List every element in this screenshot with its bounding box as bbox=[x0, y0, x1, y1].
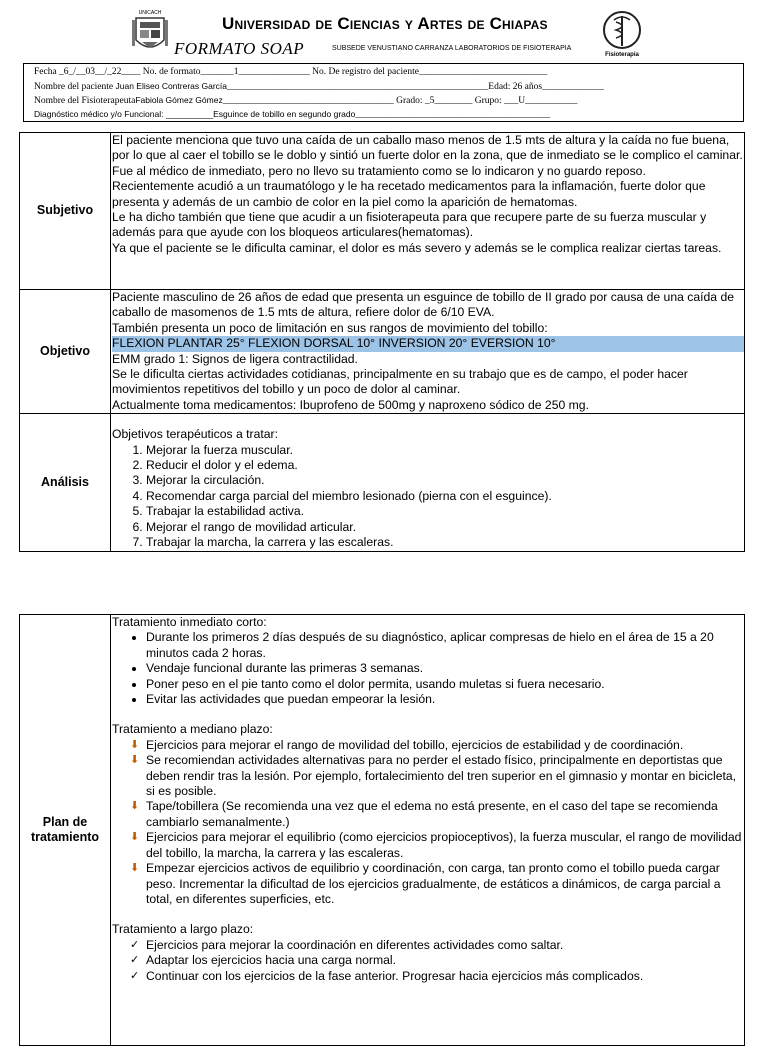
list-item: ⬇ Tape/tobillera (Se recomienda una vez que el edema no está presente, en el caso del tape se recomienda cambiarlo semanalmente.) bbox=[130, 799, 718, 829]
check-icon: ✓ bbox=[130, 938, 140, 951]
objetivo-p5: Actualmente toma medicamentos: Ibuprofeno de 500mg y naproxeno sódico de 250 mg. bbox=[112, 397, 589, 412]
list-item: 3. Mejorar la circulación. bbox=[146, 473, 743, 488]
physiotherapy-logo bbox=[600, 8, 644, 58]
arrow-bullet-icon: ⬇ bbox=[130, 800, 140, 813]
arrow-bullet-icon: ⬇ bbox=[130, 754, 140, 767]
grade-group: Grado: _5________ Grupo: ___U___________ bbox=[396, 96, 578, 106]
row-objetivo bbox=[20, 290, 745, 414]
plan-label-line2: tratamiento bbox=[30, 830, 100, 844]
header-subtitle: SUBSEDE VENUSTIANO CARRANZA LABORATORIOS DE FISIOTERAPIA bbox=[332, 45, 572, 52]
list-item: • Vendaje funcional durante las primeras 3 semanas. bbox=[146, 661, 743, 676]
university-name: Universidad de Ciencias y Artes de Chiapas bbox=[222, 14, 548, 33]
physio-fill: ____________________________________ bbox=[222, 96, 394, 106]
objetivo-p2: También presenta un poco de limitación en sus rangos de movimiento del tobillo: bbox=[112, 320, 548, 335]
arrow-bullet-icon: ⬇ bbox=[130, 862, 140, 875]
soap-table bbox=[19, 132, 745, 552]
diagnosis-label: Diagnóstico médico y/o Funcional: __________ bbox=[34, 109, 214, 119]
list-item: 1. Mejorar la fuerza muscular. bbox=[146, 443, 743, 458]
list-item: • Poner peso en el pie tanto como el dolor permita, usando muletas si fuera necesario. bbox=[146, 677, 743, 692]
long-term-title: Tratamiento a largo plazo: bbox=[112, 922, 254, 937]
info-patient-line bbox=[34, 81, 604, 92]
plan-label-line1: Plan de bbox=[42, 814, 88, 829]
subjetivo-p4: Ya que el paciente se le dificulta caminar, el dolor es más severo y además se le complica realizar ciertas tareas. bbox=[112, 240, 722, 255]
form-title: FORMATO SOAP bbox=[174, 39, 305, 58]
list-item: ✓ Adaptar los ejercicios hacia una carga normal. bbox=[130, 953, 396, 968]
arrow-bullet-icon: ⬇ bbox=[130, 738, 140, 751]
objetivo-p3: EMM grado 1: Signos de ligera contractilidad. bbox=[112, 351, 358, 366]
analisis-list bbox=[112, 443, 743, 551]
subjetivo-label: Subjetivo bbox=[20, 133, 111, 290]
rom-highlight: FLEXION PLANTAR 25° FLEXION DORSAL 10° INVERSION 20° EVERSION 10° bbox=[112, 336, 744, 351]
list-item: 2. Reducir el dolor y el edema. bbox=[146, 458, 743, 473]
list-item: 7. Trabajar la marcha, la carrera y las escaleras. bbox=[146, 535, 743, 550]
patient-info-box bbox=[23, 63, 744, 122]
list-item: ⬇ Ejercicios para mejorar el equilibrio (como ejercicios propioceptivos), la fuerza muscular, el rango de movilidad del tobillo, la marcha, la carrera y las escaleras. bbox=[130, 830, 742, 860]
short-term-list bbox=[112, 630, 743, 707]
objetivo-label: Objetivo bbox=[20, 290, 111, 414]
objetivo-p1: Paciente masculino de 26 años de edad que presenta un esguince de tobillo de II grado por causa de una caída de caballo de masomenos de 1.5 mts de altura, refiere dolor de 6/10 EVA. bbox=[112, 290, 735, 320]
patient-name: Juan Eliseo Contreras García bbox=[115, 81, 228, 91]
subjetivo-p3: Le ha dicho también que tiene que acudir a un fisioterapeuta para que recupere parte de su fuerza muscular y además para que ayude con los bloqueos articulares(hematomas). bbox=[112, 210, 707, 240]
analisis-intro: Objetivos terapéuticos a tratar: bbox=[112, 427, 278, 442]
list-item: ✓ Ejercicios para mejorar la coordinación en diferentes actividades como saltar. bbox=[130, 937, 564, 952]
diagnosis-value: Esguince de tobillo en segundo grado bbox=[213, 109, 356, 119]
long-term-list bbox=[112, 938, 743, 984]
short-term-title: Tratamiento inmediato corto: bbox=[112, 615, 267, 629]
patient-fill: _______________________________________________________ bbox=[227, 82, 489, 92]
list-item: ⬇ Ejercicios para mejorar el rango de movilidad del tobillo, ejercicios de estabilidad y de coordinación. bbox=[130, 737, 684, 752]
info-date-line: Fecha _6_/__03__/_22____ No. de formato_______1_______________ No. De registro del paciente___________________________ bbox=[34, 67, 548, 77]
info-diagnosis-line bbox=[34, 109, 550, 120]
list-item: • Durante los primeros 2 días después de su diagnóstico, aplicar compresas de hielo en el área de 15 a 20 minutos cada 2 horas. bbox=[146, 630, 743, 661]
patient-age: Edad: 26 años_____________ bbox=[488, 82, 604, 92]
page-header bbox=[0, 0, 768, 62]
row-analisis bbox=[20, 414, 745, 551]
list-item: • Evitar las actividades que puedan empeorar la lesión. bbox=[146, 692, 743, 707]
row-subjetivo bbox=[20, 133, 745, 290]
university-logo bbox=[128, 8, 172, 58]
physio-name: Fabiola Gómez Gómez bbox=[135, 95, 223, 105]
subjetivo-content bbox=[111, 133, 745, 290]
analisis-label: Análisis bbox=[20, 414, 111, 551]
subjetivo-p2: Recientemente acudió a un traumatólogo y le ha recetado medicamentos para la inflamación, fuerte dolor que presenta y además de un cambio de color en la piel como la aparición de hematomas. bbox=[112, 179, 706, 209]
list-item: 4. Recomendar carga parcial del miembro lesionado (pierna con el esguince). bbox=[146, 489, 743, 504]
plan-table bbox=[19, 614, 745, 1046]
list-item: ⬇ Empezar ejercicios activos de equilibrio y coordinación, con carga, tan pronto como el tobillo pueda cargar peso. Incrementar la dificultad de los ejercicios gradualmente, de estáticos a dinámicos, de carga parcial a total, en diferentes superficies, etc. bbox=[130, 861, 721, 906]
diagnosis-fill: _________________________________________ bbox=[355, 110, 551, 120]
objetivo-p4: Se le dificulta ciertas actividades cotidianas, principalmente en su trabajo que es de campo, el poder hacer movimientos repetitivos del tobillo y un poco de dolor al caminar. bbox=[112, 367, 688, 397]
list-item: ⬇ Se recomiendan actividades alternativas para no perder el estado físico, principalmente en deportistas que deben rendir tras la lesión. Por ejemplo, fortalecimiento del tren superior en el gimnasio y montar en bicicleta, si es posible. bbox=[130, 753, 737, 799]
check-icon: ✓ bbox=[130, 954, 140, 967]
check-icon: ✓ bbox=[130, 969, 140, 982]
medium-term-title: Tratamiento a mediano plazo: bbox=[112, 722, 273, 737]
arrow-bullet-icon: ⬇ bbox=[130, 831, 140, 844]
logo-left-text: UNICACH bbox=[138, 10, 162, 16]
info-physio-line bbox=[34, 95, 577, 106]
logo-right-text: Fisioterapia bbox=[605, 52, 639, 58]
list-item: 6. Mejorar el rango de movilidad articular. bbox=[146, 520, 743, 535]
analisis-content bbox=[111, 414, 745, 551]
plan-label bbox=[20, 615, 111, 1046]
objetivo-content bbox=[111, 290, 745, 414]
physio-label: Nombre del Fisioterapeuta bbox=[34, 96, 136, 106]
subjetivo-p1: El paciente menciona que tuvo una caída de un caballo maso menos de 1.5 mts de altura y la caída no fue buena, por lo que al caer el tobillo se le doblo y sintió un fuerte dolor en la zona, que de inmediato se le complico el caminar. Fue al médico de inmediato, pero no llevo su tratamiento como se lo indicaron y no guardo reposo. bbox=[112, 133, 743, 178]
row-plan bbox=[20, 615, 745, 1046]
medium-term-list bbox=[112, 738, 743, 907]
patient-label: Nombre del paciente bbox=[34, 82, 114, 92]
plan-content bbox=[111, 615, 745, 1046]
list-item: ✓ Continuar con los ejercicios de la fase anterior. Progresar hacia ejercicios más complicados. bbox=[130, 968, 644, 983]
list-item: 5. Trabajar la estabilidad activa. bbox=[146, 504, 743, 519]
